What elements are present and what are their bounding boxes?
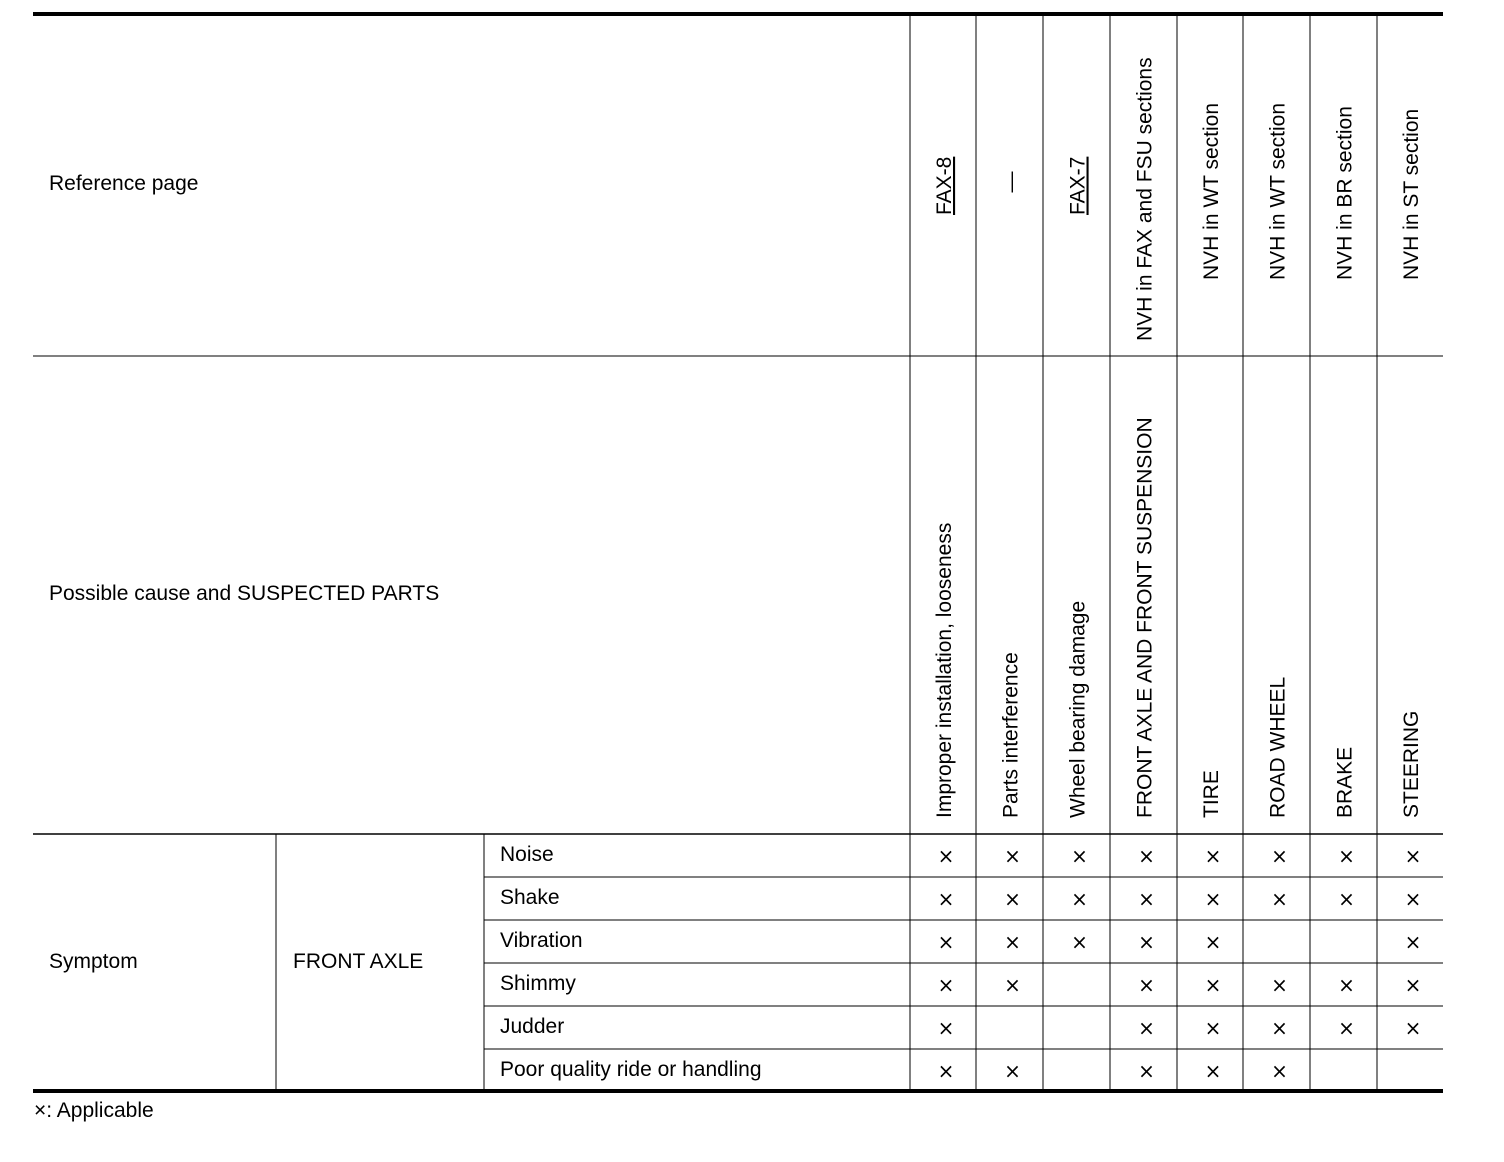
applicable-mark: × xyxy=(1004,887,1021,911)
applicable-mark: × xyxy=(1204,1016,1222,1040)
applicable-mark: × xyxy=(1338,973,1355,997)
possible-cause-label: Possible cause and SUSPECTED PARTS xyxy=(49,582,440,605)
symptom-label: Symptom xyxy=(49,950,138,973)
applicable-mark: × xyxy=(1338,1016,1355,1040)
applicable-mark: × xyxy=(1071,844,1088,868)
applicable-mark: × xyxy=(1204,844,1222,868)
applicable-mark: × xyxy=(1271,973,1288,997)
symptom-name: Shimmy xyxy=(500,972,576,995)
applicable-mark: × xyxy=(937,1059,955,1083)
legend: ×: Applicable xyxy=(34,1099,154,1122)
suspected-part-header-1: Parts interference xyxy=(999,652,1023,818)
applicable-mark: × xyxy=(1138,844,1155,868)
applicable-mark: × xyxy=(1404,930,1422,954)
applicable-mark: × xyxy=(1204,973,1222,997)
applicable-mark: × xyxy=(937,844,955,868)
reference-header-7: NVH in ST section xyxy=(1400,108,1423,280)
suspected-part-header-6: BRAKE xyxy=(1333,746,1357,818)
applicable-mark: × xyxy=(1271,1016,1288,1040)
suspected-part-header-3: FRONT AXLE AND FRONT SUSPENSION xyxy=(1133,417,1157,818)
reference-header-4: NVH in WT section xyxy=(1200,103,1223,280)
suspected-part-header-4: TIRE xyxy=(1200,770,1223,818)
suspected-part-header-0: Improper installation, looseness xyxy=(933,522,956,818)
reference-header-2[interactable]: FAX-7 xyxy=(1066,156,1090,215)
applicable-mark: × xyxy=(1138,887,1155,911)
applicable-mark: × xyxy=(937,887,955,911)
applicable-mark: × xyxy=(1204,887,1222,911)
suspected-part-headers xyxy=(933,417,1423,818)
reference-header-0[interactable]: FAX-8 xyxy=(933,156,956,215)
applicable-mark: × xyxy=(1138,1059,1155,1083)
applicable-mark: × xyxy=(1004,930,1021,954)
symptom-name: Noise xyxy=(500,843,554,866)
applicable-mark: × xyxy=(937,973,955,997)
suspected-part-header-2: Wheel bearing damage xyxy=(1066,600,1090,818)
symptom-name: Shake xyxy=(500,886,560,909)
table-grid xyxy=(33,14,1443,1091)
symptom-name: Poor quality ride or handling xyxy=(500,1058,762,1081)
applicable-mark: × xyxy=(1404,973,1422,997)
applicable-mark: × xyxy=(1071,930,1088,954)
applicable-mark: × xyxy=(1004,1059,1021,1083)
applicable-mark: × xyxy=(1338,887,1355,911)
front-axle-group-label: FRONT AXLE xyxy=(293,950,424,973)
applicable-mark: × xyxy=(1271,1059,1288,1083)
symptom-name: Vibration xyxy=(500,929,583,952)
applicable-mark: × xyxy=(1004,973,1021,997)
applicable-mark: × xyxy=(1138,973,1155,997)
suspected-part-header-7: STEERING xyxy=(1400,710,1423,818)
applicable-mark: × xyxy=(1404,844,1422,868)
applicable-mark: × xyxy=(1338,844,1355,868)
applicable-mark: × xyxy=(1071,887,1088,911)
applicable-mark: × xyxy=(1271,844,1288,868)
applicable-mark: × xyxy=(1138,1016,1155,1040)
reference-header-6: NVH in BR section xyxy=(1333,106,1357,280)
reference-header-1: — xyxy=(999,171,1023,193)
reference-header-5: NVH in WT section xyxy=(1266,103,1290,280)
symptom-name: Judder xyxy=(500,1015,565,1038)
applicable-mark: × xyxy=(1204,930,1222,954)
applicable-mark: × xyxy=(1404,887,1422,911)
applicable-mark: × xyxy=(1404,1016,1422,1040)
reference-page-headers xyxy=(933,57,1423,341)
applicable-mark: × xyxy=(937,1016,955,1040)
applicable-mark: × xyxy=(1271,887,1288,911)
applicable-mark: × xyxy=(1204,1059,1222,1083)
applicable-mark: × xyxy=(1138,930,1155,954)
reference-header-3: NVH in FAX and FSU sections xyxy=(1133,57,1157,341)
applicable-mark: × xyxy=(937,930,955,954)
applicable-mark: × xyxy=(1004,844,1021,868)
suspected-part-header-5: ROAD WHEEL xyxy=(1266,676,1290,818)
reference-page-label: Reference page xyxy=(49,172,199,195)
